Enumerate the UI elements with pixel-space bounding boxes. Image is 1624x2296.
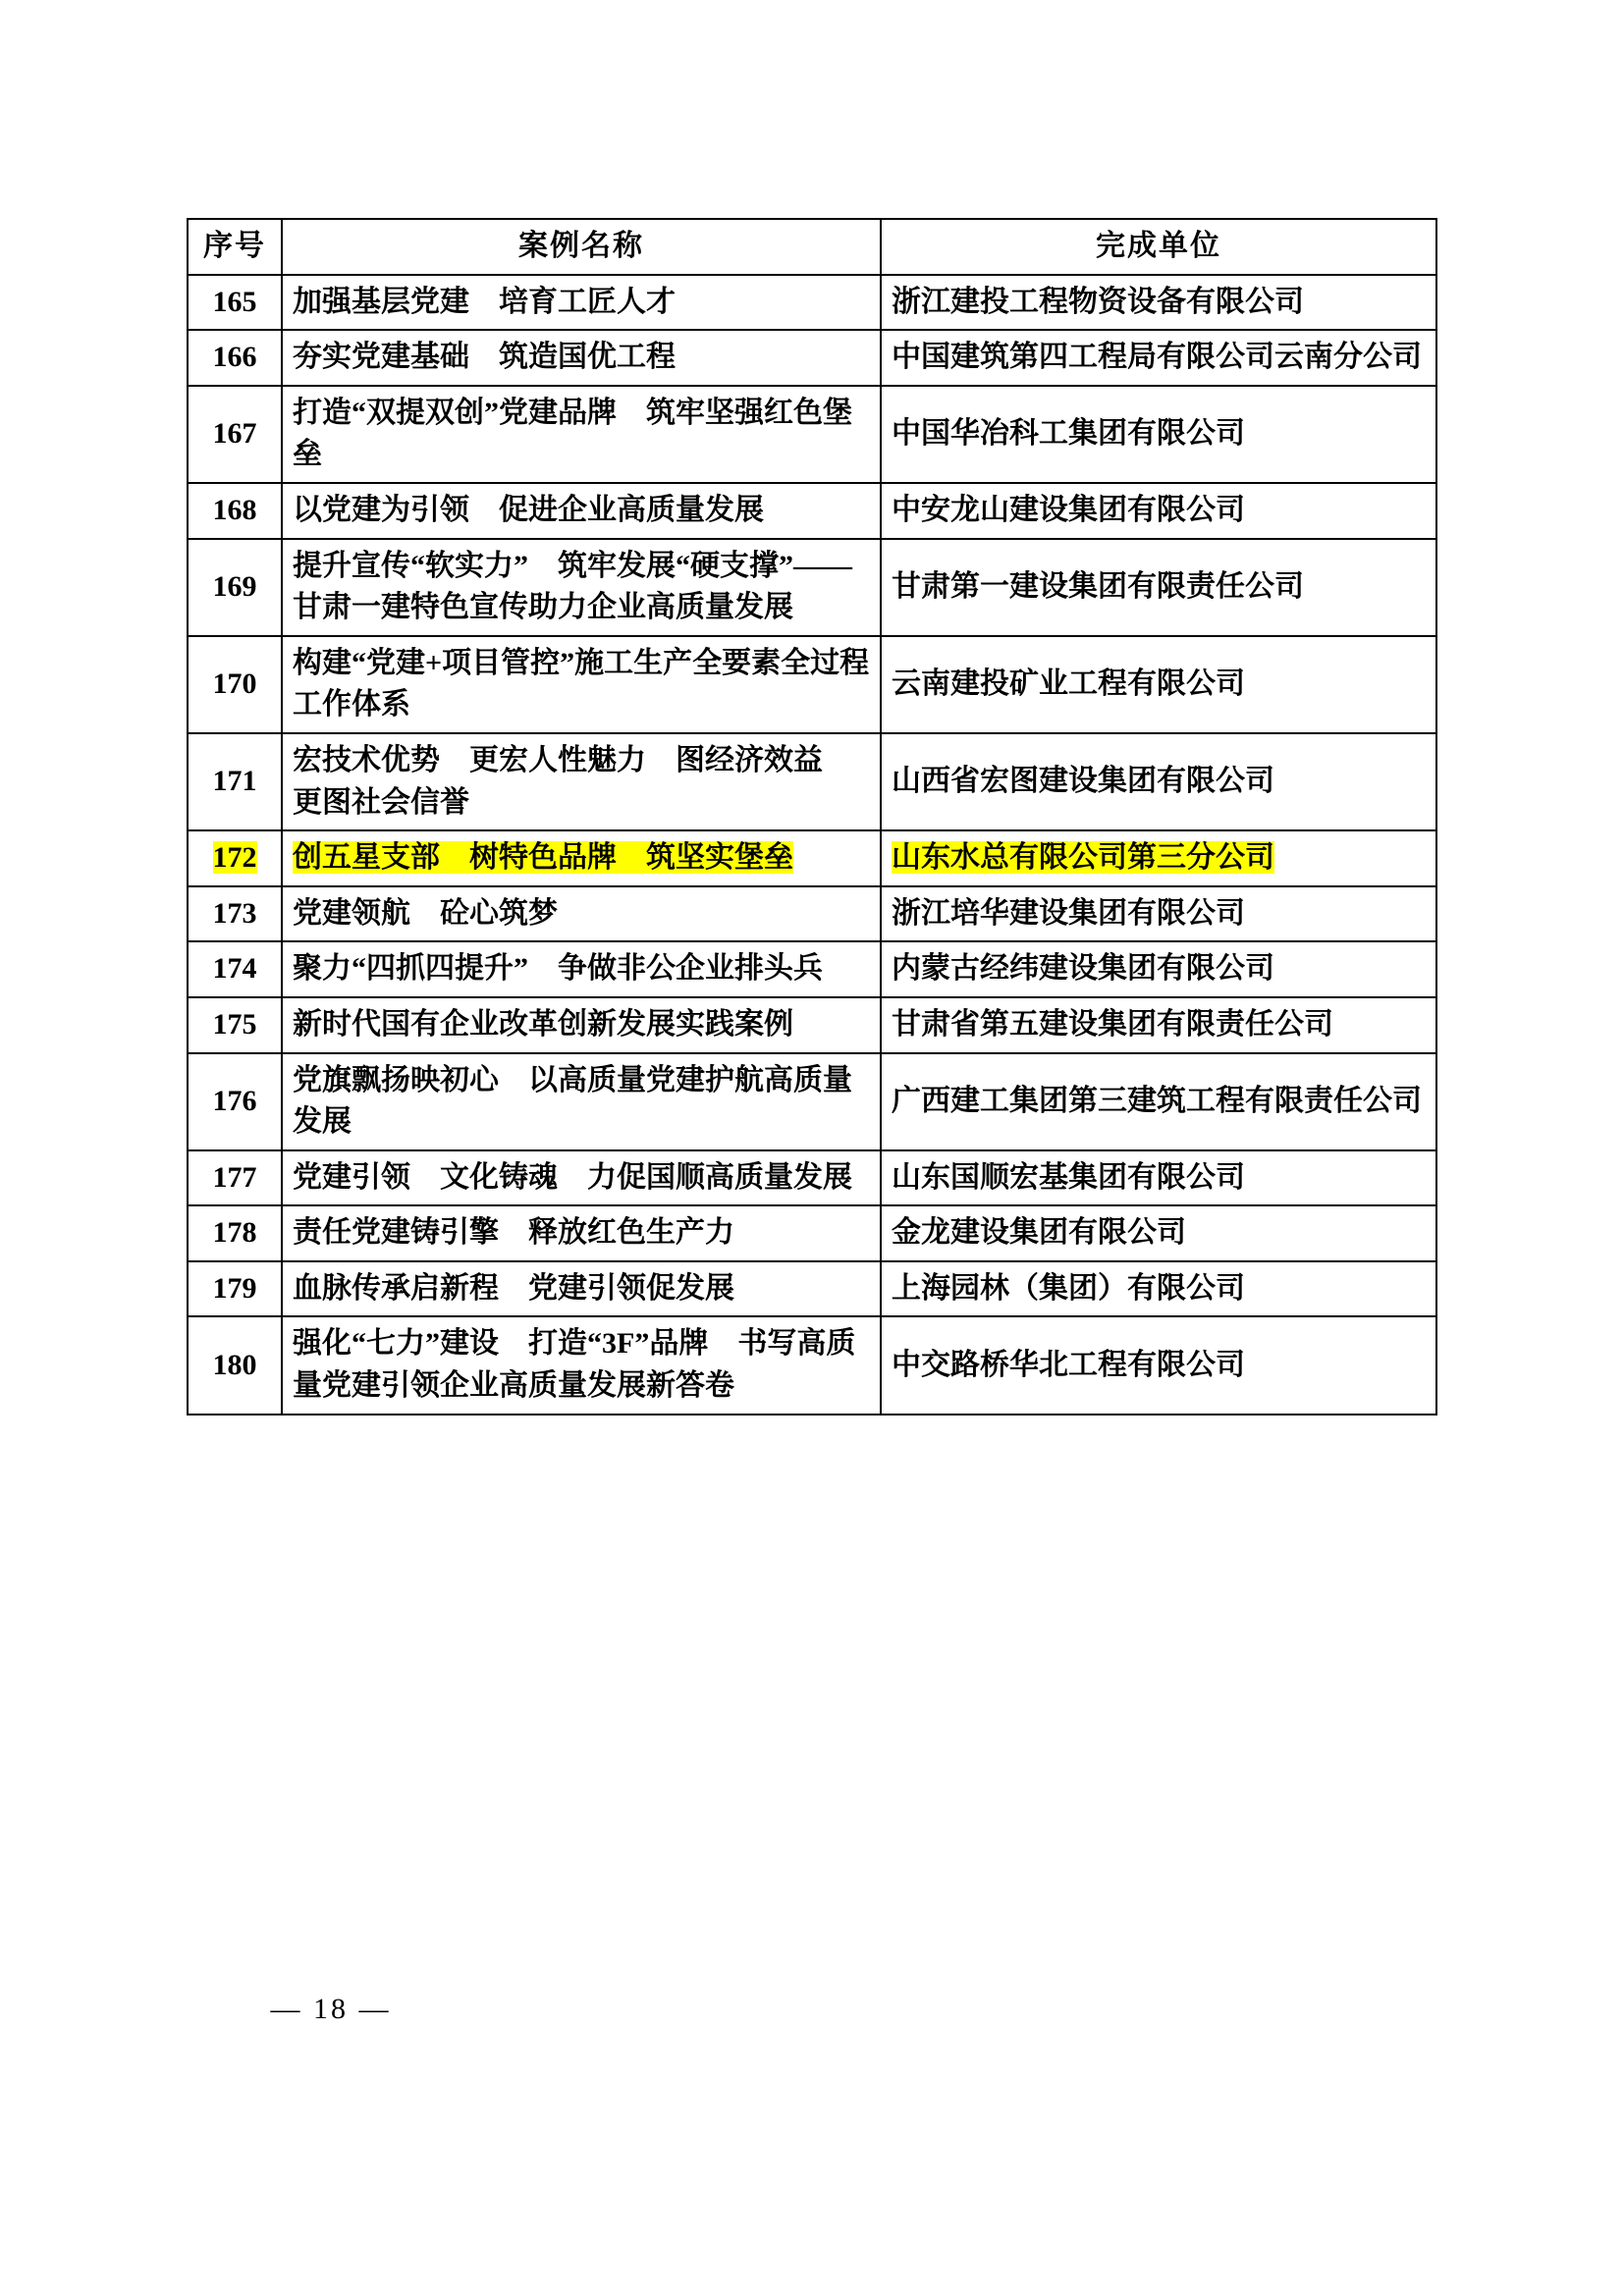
row-case-name: 打造“双提双创”党建品牌 筑牢坚强红色堡垒 — [282, 386, 881, 483]
highlight-marker: 创五星支部 树特色品牌 筑坚实堡垒 — [293, 841, 793, 875]
row-unit: 山东国顺宏基集团有限公司 — [881, 1150, 1436, 1206]
table-header-row — [188, 219, 1436, 275]
table-row-highlighted — [188, 830, 1436, 886]
table-row — [188, 275, 1436, 331]
row-number: 179 — [188, 1261, 282, 1317]
row-unit: 内蒙古经纬建设集团有限公司 — [881, 941, 1436, 997]
row-number: 178 — [188, 1205, 282, 1261]
row-case-name: 责任党建铸引擎 释放红色生产力 — [282, 1205, 881, 1261]
row-case-name — [282, 830, 881, 886]
page-footer — [0, 1993, 1624, 2026]
table-body — [188, 275, 1436, 1415]
row-number: 168 — [188, 483, 282, 539]
table-row — [188, 636, 1436, 733]
column-header-unit: 完成单位 — [881, 219, 1436, 275]
table-row — [188, 330, 1436, 386]
row-case-name: 夯实党建基础 筑造国优工程 — [282, 330, 881, 386]
page-number: — 18 — — [270, 1993, 392, 2025]
case-table — [187, 218, 1437, 1415]
row-number: 174 — [188, 941, 282, 997]
row-unit: 浙江建投工程物资设备有限公司 — [881, 275, 1436, 331]
row-unit: 中交路桥华北工程有限公司 — [881, 1316, 1436, 1414]
row-unit: 广西建工集团第三建筑工程有限责任公司 — [881, 1053, 1436, 1150]
table-row — [188, 1150, 1436, 1206]
row-case-name: 党建领航 砼心筑梦 — [282, 886, 881, 942]
row-unit: 浙江培华建设集团有限公司 — [881, 886, 1436, 942]
table-row — [188, 733, 1436, 830]
row-number: 169 — [188, 539, 282, 636]
column-header-case-name: 案例名称 — [282, 219, 881, 275]
row-number: 173 — [188, 886, 282, 942]
row-unit: 甘肃省第五建设集团有限责任公司 — [881, 997, 1436, 1053]
table-row — [188, 1205, 1436, 1261]
row-case-name: 强化“七力”建设 打造“3F”品牌 书写高质量党建引领企业高质量发展新答卷 — [282, 1316, 881, 1414]
row-number: 166 — [188, 330, 282, 386]
highlight-marker: 山东水总有限公司第三分公司 — [892, 841, 1274, 875]
table-row — [188, 1316, 1436, 1414]
row-number — [188, 830, 282, 886]
row-case-name: 党旗飘扬映初心 以高质量党建护航高质量发展 — [282, 1053, 881, 1150]
row-case-name: 党建引领 文化铸魂 力促国顺高质量发展 — [282, 1150, 881, 1206]
row-number: 165 — [188, 275, 282, 331]
table-row — [188, 539, 1436, 636]
row-number: 171 — [188, 733, 282, 830]
row-number: 177 — [188, 1150, 282, 1206]
column-header-number: 序号 — [188, 219, 282, 275]
table-row — [188, 386, 1436, 483]
table-row — [188, 997, 1436, 1053]
row-case-name: 构建“党建+项目管控”施工生产全要素全过程工作体系 — [282, 636, 881, 733]
table-row — [188, 886, 1436, 942]
row-unit — [881, 830, 1436, 886]
row-number: 180 — [188, 1316, 282, 1414]
row-unit: 甘肃第一建设集团有限责任公司 — [881, 539, 1436, 636]
table-row — [188, 1053, 1436, 1150]
row-unit: 上海园林（集团）有限公司 — [881, 1261, 1436, 1317]
table-row — [188, 941, 1436, 997]
row-unit: 山西省宏图建设集团有限公司 — [881, 733, 1436, 830]
row-case-name: 宏技术优势 更宏人性魅力 图经济效益 更图社会信誉 — [282, 733, 881, 830]
row-unit: 云南建投矿业工程有限公司 — [881, 636, 1436, 733]
row-number: 170 — [188, 636, 282, 733]
row-unit: 中安龙山建设集团有限公司 — [881, 483, 1436, 539]
row-number: 175 — [188, 997, 282, 1053]
row-number: 176 — [188, 1053, 282, 1150]
highlight-marker: 172 — [212, 841, 257, 875]
row-number: 167 — [188, 386, 282, 483]
row-case-name: 加强基层党建 培育工匠人才 — [282, 275, 881, 331]
row-unit: 金龙建设集团有限公司 — [881, 1205, 1436, 1261]
row-unit: 中国华冶科工集团有限公司 — [881, 386, 1436, 483]
row-case-name: 新时代国有企业改革创新发展实践案例 — [282, 997, 881, 1053]
row-unit: 中国建筑第四工程局有限公司云南分公司 — [881, 330, 1436, 386]
case-table-container — [187, 218, 1435, 1415]
row-case-name: 聚力“四抓四提升” 争做非公企业排头兵 — [282, 941, 881, 997]
row-case-name: 血脉传承启新程 党建引领促发展 — [282, 1261, 881, 1317]
row-case-name: 提升宣传“软实力” 筑牢发展“硬支撑”——甘肃一建特色宣传助力企业高质量发展 — [282, 539, 881, 636]
table-header — [188, 219, 1436, 275]
row-case-name: 以党建为引领 促进企业高质量发展 — [282, 483, 881, 539]
table-row — [188, 483, 1436, 539]
table-row — [188, 1261, 1436, 1317]
